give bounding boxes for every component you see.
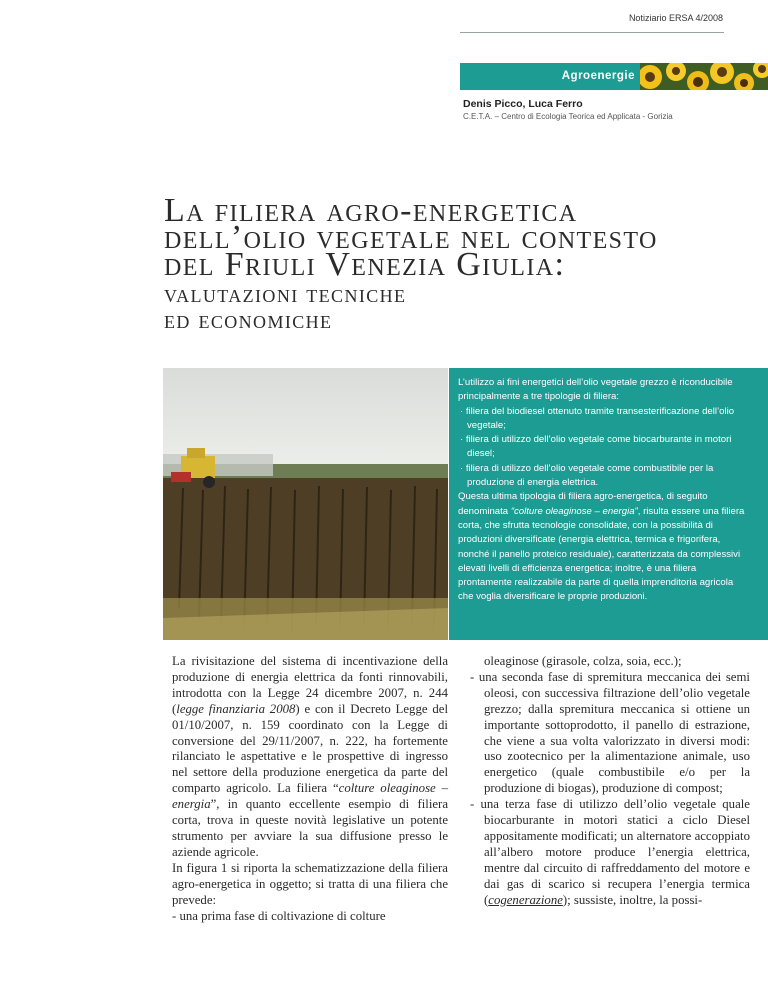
subtitle-line-2: ed economiche xyxy=(164,307,333,334)
body-column-left xyxy=(172,654,448,924)
list-item: - una seconda fase di spremitura meccanica dei semi oleosi, con successiva filtrazione dell’olio vegetale grezzo; dalla spremitura meccanica si ottiene un importante sottoprodotto, il panello di estrazione, che viene a sua volta valorizzato in diversi modi: uso zootecnico per la alimentazione animale, uso energetico (quale combustibile e/o per la produzione di biogas), produzione di compost; xyxy=(470,669,750,796)
authors: Denis Picco, Luca Ferro xyxy=(463,98,583,110)
title-line-2: dell’olio vegetale nel contesto xyxy=(164,219,658,256)
abstract-intro: L’utilizzo ai fini energetici dell’olio vegetale grezzo è riconducibile principalmente a tre tipologie di filiera: xyxy=(458,377,733,403)
abstract-paragraph: Questa ultima tipologia di filiera agro-energetica, di seguito denominata “colture oleaginose – energia”, risulta essere una filiera corta, che sfrutta tecnologie consolidate, con la possibilità di produzioni diversificate (energia elettrica, termica e frigorifera, nonché il panello proteico residuale), caratterizzata da complessivi elevati livelli di efficienza energetica; inoltre, è una filiera prontamente realizzabile da parte di quella imprenditoria agricola che voglia diversificare le proprie produzioni. xyxy=(458,491,745,603)
abstract-box xyxy=(449,368,768,640)
harvester-photo xyxy=(163,368,448,640)
title-line-1: La filiera agro-energetica xyxy=(164,192,578,229)
body-paragraph: La rivisitazione del sistema di incentivazione della produzione di energia elettrica da fonti rinnovabili, introdotta con la Legge 24 dicembre 2007, n. 244 (legge finanziaria 2008) e con il Decreto Legge del 01/10/2007, n. 159 coordinato con la Legge di conversione del 29/11/2007, n. 222, ha fortemente rilanciato le aspettative e le prospettive di ingresso nel settore della produzione energetica da parte del comparto agricolo. La filiera “colture oleaginose – energia”, in quanto eccellente esempio di filiera corta, trova in queste novità legislative un potente strumento per avviare la sua diffusione presso le aziende agricole. xyxy=(172,654,449,859)
body-paragraph: In figura 1 si riporta la schematizzazione della filiera agro-energetica in oggetto; si tratta di una filiera che prevede: xyxy=(172,860,448,907)
affiliation: C.E.T.A. – Centro di Ecologia Teorica ed Applicata - Gorizia xyxy=(463,112,673,121)
body-paragraph: - una prima fase di coltivazione di colture xyxy=(172,908,386,923)
article-title xyxy=(164,192,754,334)
header-rule xyxy=(460,32,724,33)
list-item: · filiera di utilizzo dell’olio vegetale come combustibile per la produzione di energia elettrica. xyxy=(460,462,714,489)
subtitle-line-1: valutazioni tecniche xyxy=(164,281,407,308)
body-paragraph: oleaginose (girasole, colza, soia, ecc.); xyxy=(484,654,682,668)
title-line-3: del Friuli Venezia Giulia: xyxy=(164,246,566,283)
section-label: Agroenergie xyxy=(561,70,635,82)
list-item: - una terza fase di utilizzo dell’olio vegetale quale biocarburante in motori statici a ciclo Diesel appositamente modificati; un alternatore accoppiato all’albero motore produce l’energia elettrica, mentre dal circuito di raffreddamento del motore e dai gas di scarico si recupera l’energia termica (cogenerazione); sussiste, inoltre, la possi- xyxy=(470,797,750,907)
list-item: · filiera del biodiesel ottenuto tramite transesterificazione dell’olio vegetale; xyxy=(460,405,735,431)
abstract-list xyxy=(458,405,750,491)
journal-reference: Notiziario ERSA 4/2008 xyxy=(628,13,723,23)
body-column-right xyxy=(470,654,750,909)
list-item: · filiera di utilizzo dell’olio vegetale come biocarburante in motori diesel; xyxy=(460,434,732,460)
sunflower-banner-image xyxy=(640,63,768,90)
